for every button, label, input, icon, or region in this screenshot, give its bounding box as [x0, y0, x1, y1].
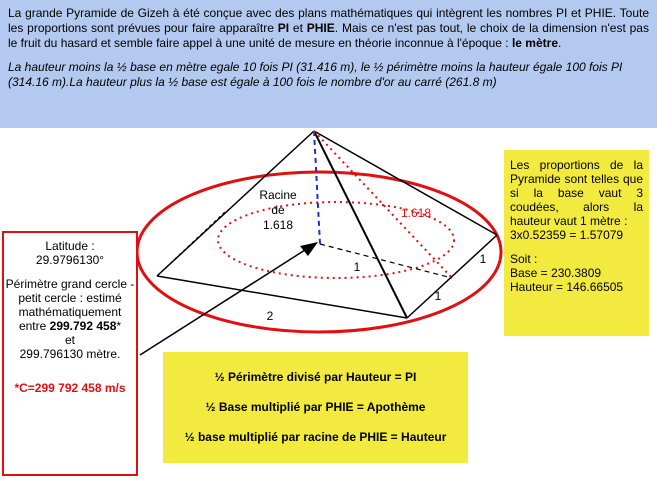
- perimeter-et: et: [64, 333, 75, 347]
- intro-and: et: [289, 21, 307, 35]
- racine-value-label: 1.618: [262, 218, 294, 232]
- formula-apotheme: ½ Base multiplié par PHIE = Apothème: [205, 400, 426, 414]
- pointer-arrow-line: [140, 250, 305, 355]
- apothem-label: 1.618: [400, 206, 432, 220]
- height-line: [314, 131, 320, 244]
- outer-red-ellipse: [137, 172, 501, 332]
- perimeter-value: 299.792 458: [49, 319, 117, 333]
- speed-of-light-value: *C=299 792 458 m/s: [14, 381, 126, 395]
- pointer-arrowhead: [300, 242, 318, 256]
- perimeter-range: [4, 333, 136, 361]
- perimeter-description: Périmètre grand cercle - petit cercle : estimé mathématiquement entre: [5, 277, 135, 333]
- half-base-value-label: 1: [353, 260, 361, 274]
- edge-apex-front: [314, 131, 407, 318]
- soit-label: Soit :: [510, 252, 538, 266]
- proportions-text: Les proportions de la Pyramide sont telles que si la base vaut 3 coudées, alors la hauteur vaut 1 mètre :: [510, 158, 643, 228]
- intro-pi: PI: [277, 21, 290, 35]
- latitude-value: 29.9796130°: [35, 253, 105, 267]
- intro-metre: le mètre: [511, 36, 558, 50]
- proportions-box: [504, 150, 649, 336]
- formula-perimeter: ½ Périmètre divisé par Hauteur = PI: [214, 370, 417, 384]
- racine-de-label: de: [271, 203, 285, 217]
- hauteur-value: Hauteur = 146.66505: [510, 280, 624, 294]
- perimeter-text: [4, 277, 136, 333]
- base-value-label: 2: [266, 309, 274, 323]
- formula-hauteur: ½ base multiplié par racine de PHIE = Hauteur: [184, 430, 447, 444]
- intro-end: .: [558, 36, 562, 50]
- latitude-title: Latitude :: [45, 239, 95, 253]
- proportions-calc: 3x0.52359 = 1.57079: [510, 228, 624, 242]
- racine-label: Racine: [259, 188, 297, 202]
- perimeter-star: *: [116, 319, 122, 333]
- intro-text-2: . Mais ce n'est pas tout, le choix de la dimension n'est pas le fruit du hasard et semble faire appel à une unité de mesure en théorie inconnue à l'époque :: [8, 21, 649, 50]
- formulas-box: [163, 352, 468, 463]
- intro-panel: [0, 0, 657, 128]
- right-edge-value-label: 1: [479, 252, 487, 266]
- perimeter-value-2: 299.796130 mètre.: [19, 347, 121, 361]
- italic-paragraph: La hauteur moins la ½ base en mètre egale 10 fois PI (31.416 m), le ½ périmètre moins la hauteur égale 100 fois PI (314.16 m).La hauteur plus la ½ base est égale à 100 fois le nombre d'or au carré (261.8 m): [8, 60, 623, 89]
- front-edge-value-label: 1: [434, 289, 442, 303]
- base-value: Base = 230.3809: [510, 266, 602, 280]
- intro-paragraph: [8, 6, 649, 51]
- intro-phie: PHIE: [306, 21, 335, 35]
- intro-text-1: La grande Pyramide de Gizeh à été conçue avec des plans mathématiques qui intègrent les nombres PI et PHIE. Toute les proportions sont prévues pour faire apparaître: [8, 6, 649, 35]
- half-base-line: [320, 244, 452, 278]
- latitude-box: [2, 231, 138, 476]
